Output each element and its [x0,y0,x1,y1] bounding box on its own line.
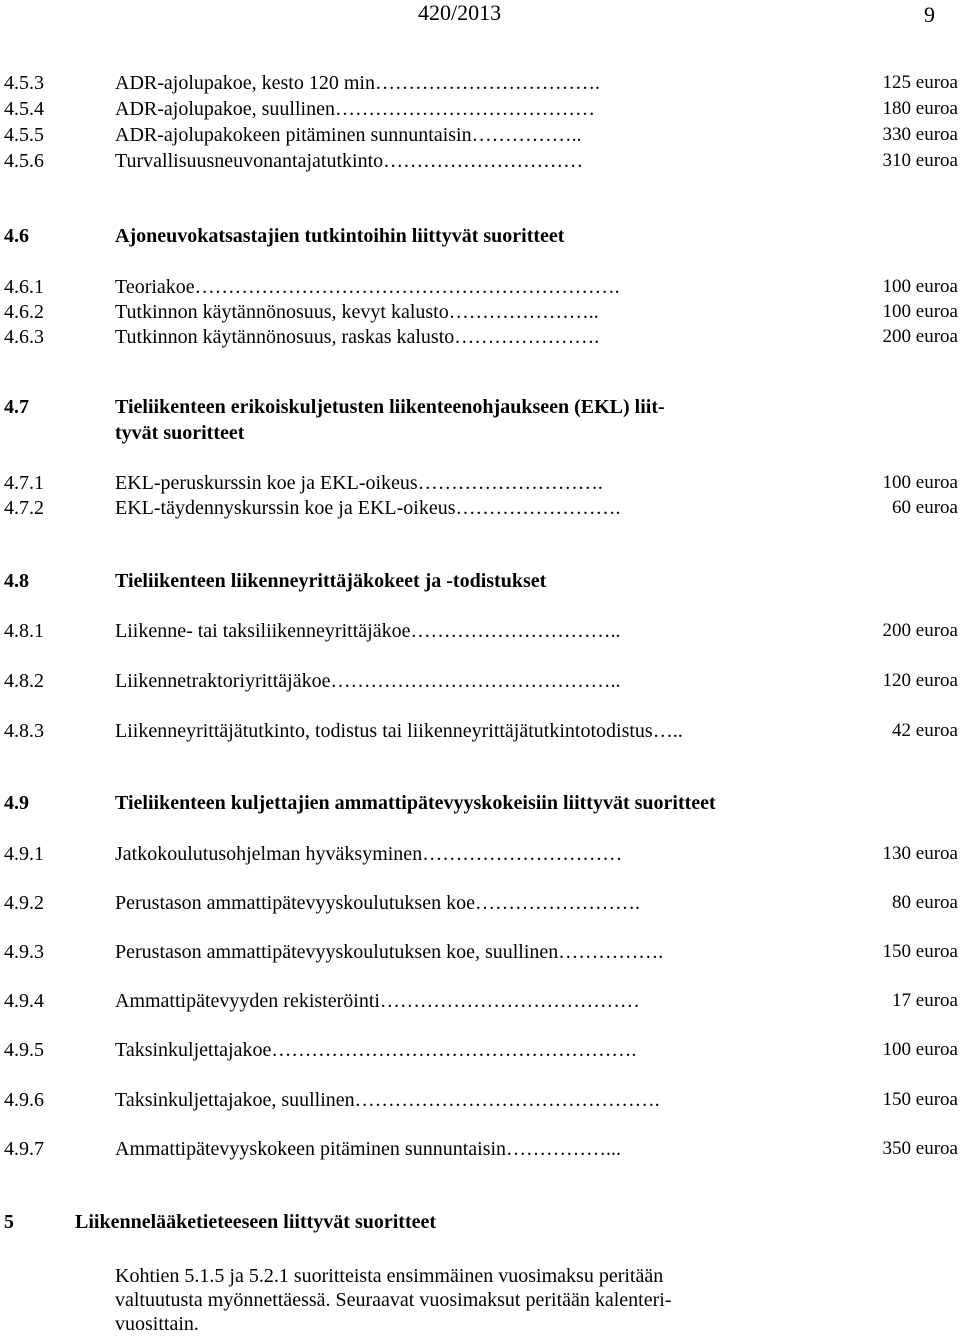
item-number: 4.7.2 [4,497,44,519]
item-description: Perustason ammattipätevyyskoulutuksen koe……………………. [115,892,640,914]
item-price: 310 euroa [882,150,958,171]
section-5-number: 5 [4,1211,14,1233]
item-price: 17 euroa [892,990,958,1011]
item-number: 4.5.5 [4,124,44,146]
item-number: 4.8.1 [4,620,44,642]
item-description: Turvallisuusneuvonantajatutkinto………………………… [115,150,584,172]
item-description: ADR-ajolupakoe, suullinen………………………………… [115,98,595,120]
item-number: 4.5.3 [4,72,44,94]
item-number: 4.9.7 [4,1138,44,1160]
item-description: EKL-peruskurssin koe ja EKL-oikeus………………………. [115,472,603,494]
item-price: 100 euroa [882,472,958,493]
item-number: 4.6.3 [4,326,44,348]
item-description: ADR-ajolupakoe, kesto 120 min……………………………. [115,72,600,94]
item-price: 42 euroa [892,720,958,741]
item-number: 4.9.1 [4,843,44,865]
item-number: 4.5.6 [4,150,44,172]
paragraph-line: Kohtien 5.1.5 ja 5.2.1 suoritteista ensimmäinen vuosimaksu peritään [115,1265,664,1287]
section-heading: Ajoneuvokatsastajien tutkintoihin liittyvät suoritteet [115,225,565,247]
item-description: Jatkokoulutusohjelman hyväksyminen………………………… [115,843,623,865]
item-price: 150 euroa [882,1089,958,1110]
section-heading: Tieliikenteen liikenneyrittäjäkokeet ja -todistukset [115,570,547,592]
item-description: Liikenne- tai taksiliikenneyrittäjäkoe………………………….. [115,620,621,642]
paragraph-line: valtuutusta myönnettäessä. Seuraavat vuosimaksut peritään kalenteri- [115,1289,672,1311]
item-description: EKL-täydennyskurssin koe ja EKL-oikeus……………………. [115,497,621,519]
section-number: 4.9 [4,792,29,814]
section-number: 4.8 [4,570,29,592]
section-heading-continued: tyvät suoritteet [115,422,245,444]
item-price: 200 euroa [882,620,958,641]
item-price: 100 euroa [882,1039,958,1060]
item-description: Teoriakoe………………………………………………………. [115,276,620,298]
item-description: Ammattipätevyyden rekisteröinti………………………………… [115,990,640,1012]
item-number: 4.9.3 [4,941,44,963]
section-5-paragraph [115,1264,672,1336]
item-number: 4.6.1 [4,276,44,298]
item-price: 130 euroa [882,843,958,864]
section-heading: Tieliikenteen erikoiskuljetusten liikenteenohjaukseen (EKL) liit- [115,396,665,418]
item-description: Tutkinnon käytännönosuus, raskas kalusto…………………. [115,326,600,348]
section-number: 4.6 [4,225,29,247]
item-number: 4.9.6 [4,1089,44,1111]
item-number: 4.7.1 [4,472,44,494]
section-5-title: Liikennelääketieteeseen liittyvät suoritteet [75,1211,437,1233]
paragraph-line: vuosittain. [115,1313,199,1335]
item-price: 150 euroa [882,941,958,962]
item-number: 4.8.2 [4,670,44,692]
item-description: Taksinkuljettajakoe, suullinen………………………………………. [115,1089,660,1111]
item-price: 330 euroa [882,124,958,145]
item-price: 180 euroa [882,98,958,119]
item-price: 100 euroa [882,301,958,322]
item-price: 60 euroa [892,497,958,518]
item-description: Ammattipätevyyskokeen pitäminen sunnuntaisin……………... [115,1138,622,1160]
item-price: 125 euroa [882,72,958,93]
item-price: 350 euroa [882,1138,958,1159]
item-number: 4.5.4 [4,98,44,120]
item-description: ADR-ajolupakokeen pitäminen sunnuntaisin…………….. [115,124,582,146]
page-number: 9 [924,2,935,27]
item-number: 4.6.2 [4,301,44,323]
item-description: Liikenneyrittäjätutkinto, todistus tai liikenneyrittäjätutkintotodistus….. [115,720,683,742]
section-number: 4.7 [4,396,29,418]
item-number: 4.9.5 [4,1039,44,1061]
item-number: 4.8.3 [4,720,44,742]
item-price: 200 euroa [882,326,958,347]
item-description: Taksinkuljettajakoe………………………………………………. [115,1039,637,1061]
document-number: 420/2013 [418,0,502,25]
section-heading: Tieliikenteen kuljettajien ammattipätevyyskokeisiin liittyvät suoritteet [115,792,716,814]
item-number: 4.9.2 [4,892,44,914]
item-price: 80 euroa [892,892,958,913]
item-description: Perustason ammattipätevyyskoulutuksen koe, suullinen……………. [115,941,664,963]
item-price: 120 euroa [882,670,958,691]
item-number: 4.9.4 [4,990,44,1012]
item-description: Tutkinnon käytännönosuus, kevyt kalusto………………….. [115,301,599,323]
item-description: Liikennetraktoriyrittäjäkoe…………………………………….. [115,670,621,692]
item-price: 100 euroa [882,276,958,297]
